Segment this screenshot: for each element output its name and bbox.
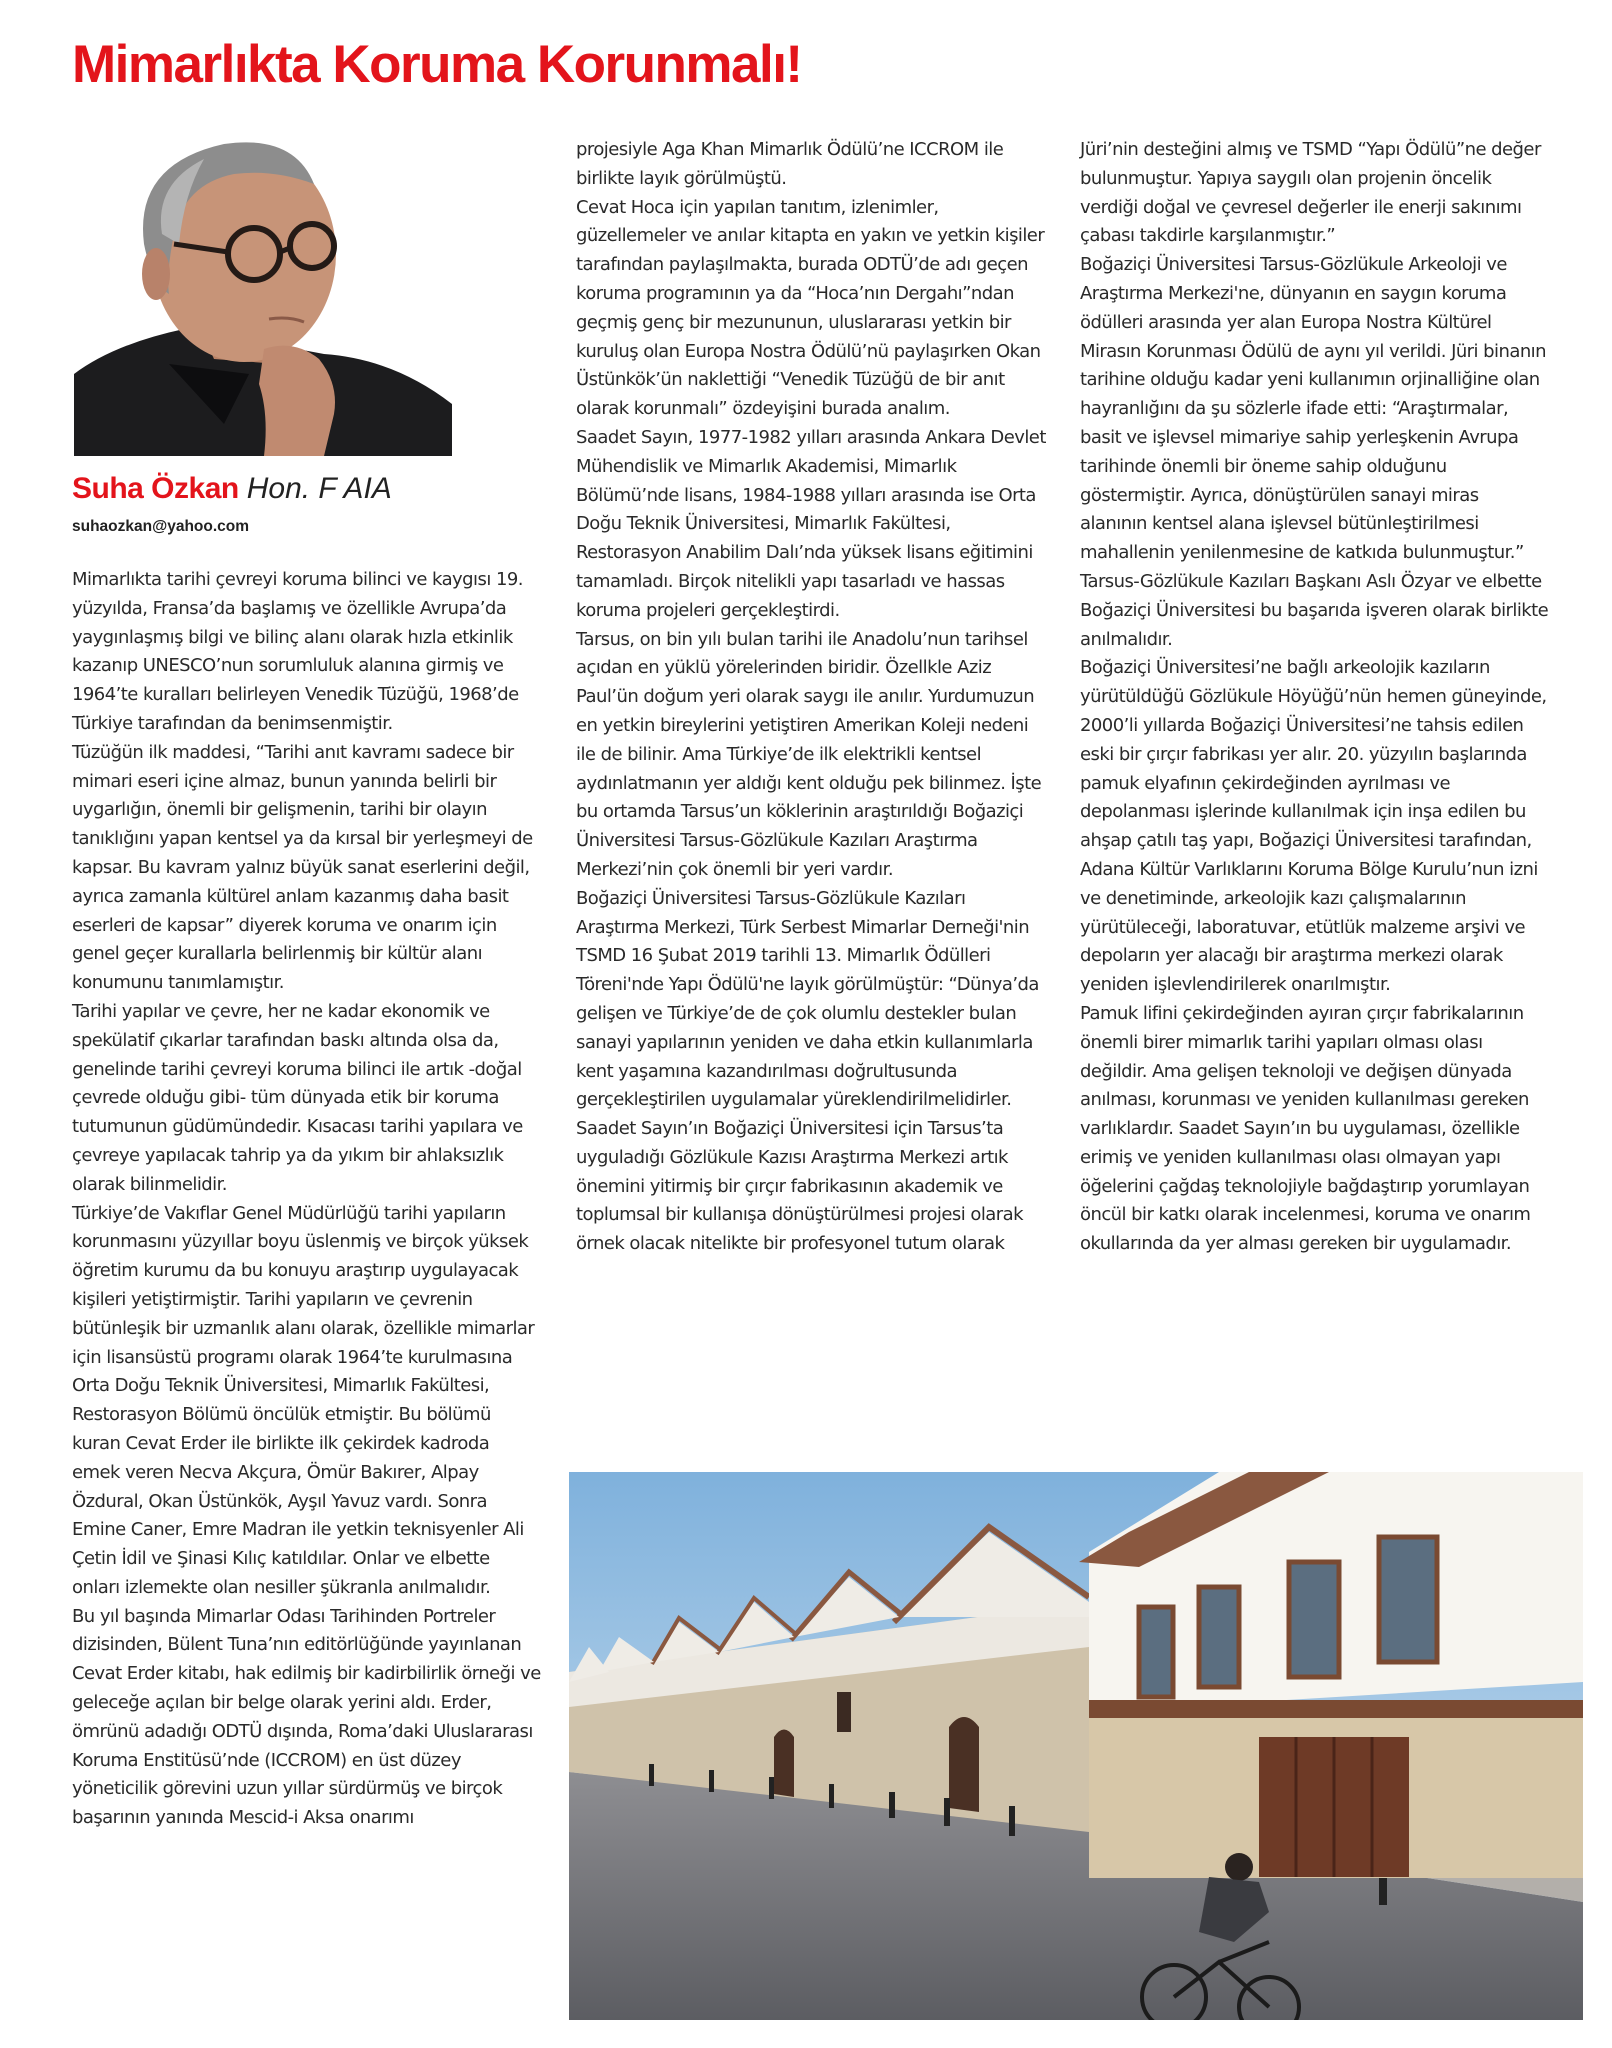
paragraph: Boğaziçi Üniversitesi’ne bağlı arkeolojik kazıların yürütüldüğü Gözlükule Höyüğü’nün hemen güneyinde, 2000’li yıllarda Boğaziçi Üniversitesi’ne tahsis edilen eski bir çırçır fabrikası yer alır. 20. yüzyılın başlarında pamuk elyafının çekirdeğinden ayrılması ve depolanması işlerinde kullanılmak için inşa edilen bu ahşap çatılı taş yapı, Boğaziçi Üniversitesi tarafından, Adana Kültür Varlıklarını Koruma Bölge Kurulu’nun izni ve denetiminde, arkeolojik kazı çalışmalarının yürütüleceği, laboratuvar, etütlük malzeme arşivi ve depoların yer alacağı bir araştırma merkezi olarak yeniden işlevlendirilerek onarılmıştır. — [1080, 657, 1547, 996]
paragraph: projesiyle Aga Khan Mimarlık Ödülü’ne ICCROM ile birlikte layık görülmüştü. — [576, 139, 1004, 189]
paragraph: Tarihi yapılar ve çevre, her ne kadar ekonomik ve spekülatif çıkarlar tarafından baskı altında olsa da, genelinde tarihi çevreyi koruma bilinci ile artık -doğal çevrede olduğu gibi- tüm dünyada etik bir koruma tutumunun güdümündedir. Kısacası tarihi yapılara ve çevreye yapılacak tahrip ya da yıkım bir ahlaksızlık olarak bilinmelidir. — [72, 1000, 523, 1195]
paragraph: Cevat Hoca için yapılan tanıtım, izlenimler, güzellemeler ve anılar kitapta en yakın ve yetkin kişiler tarafından paylaşılmakta, burada ODTÜ’de adı geçen koruma programının ya da “Hoca’nın Dergahı”ndan geçmiş genç bir mezununun, uluslararası yetkin bir kuruluş olan Europa Nostra Ödülü’nü paylaşırken Okan Üstünkök’ün naklettiği “Venedik Tüzüğü de bir anıt olarak korunmalı” özdeyişini burada analım. — [576, 196, 1045, 420]
paragraph: Türkiye’de Vakıflar Genel Müdürlüğü tarihi yapıların korunmasını yüzyıllar boyu üslenmiş ve birçok yüksek öğretim kurumu da bu konuyu araştırıp uygulayacak kişileri yetiştirmiştir. Tarihi yapıların ve çevrenin bütünleşik bir uzmanlık alanı olarak, özellikle mimarlar için lisansüstü programı olarak 1964’te kurulmasına Orta Doğu Teknik Üniversitesi, Mimarlık Fakültesi, Restorasyon Bölümü öncülük etmiştir. Bu bölümü kuran Cevat Erder ile birlikte ilk çekirdek kadroda emek veren Necva Akçura, Ömür Bakırer, Alpay Özdural, Okan Üstünkök, Ayşıl Yavuz vardı. Sonra Emine Caner, Emre Madran ile yetkin teknisyenler Ali Çetin İdil ve Şinasi Kılıç katıldılar. Onlar ve elbette onları izlemekte olan nesiller şükranla anılmalıdır. — [72, 1202, 535, 1598]
paragraph: Saadet Sayın, 1977-1982 yılları arasında Ankara Devlet Mühendislik ve Mimarlık Akademisi, Mimarlık Bölümü’nde lisans, 1984-1988 yılları arasında ise Orta Doğu Teknik Üniversitesi, Mimarlık Fakültesi, Restorasyon Anabilim Dalı’nda yüksek lisans eğitimini tamamladı. Birçok nitelikli yapı tasarladı ve hassas koruma projeleri gerçekleştirdi. — [576, 426, 1046, 621]
author-portrait — [74, 124, 452, 456]
author-email[interactable]: suhaozkan@yahoo.com — [72, 518, 250, 535]
author-credential: Hon. F AIA — [246, 472, 392, 505]
paragraph: Jüri’nin desteğini almış ve TSMD “Yapı Ödülü”ne değer bulunmuştur. Yapıya saygılı olan projenin öncelik verdiği doğal ve çevresel değerler ile enerji sakınımı çabası takdirle karşılanmıştır.” — [1080, 139, 1541, 247]
author-portrait-illustration — [74, 124, 452, 456]
paragraph: Pamuk lifini çekirdeğinden ayıran çırçır fabrikalarının önemli birer mimarlık tarihi yapıları olması olası değildir. Ama gelişen teknoloji ve değişen dünyada anılması, korunması ve yeniden kullanılması gereken varlıklardır. Saadet Sayın’ın bu uygulaması, özellikle erimiş ve yeniden kullanılması olası olmayan yapı öğelerini çağdaş teknolojiyle bağdaştırıp yorumlayan öncül bir katkı olarak incelenmesi, koruma ve onarım okullarında da yer alması gereken bir uygulamadır. — [1080, 1002, 1531, 1255]
street-photo-illustration — [569, 1472, 1583, 2020]
paragraph: Boğaziçi Üniversitesi Tarsus-Gözlükule Arkeoloji ve Araştırma Merkezi'ne, dünyanın en saygın koruma ödülleri arasında yer alan Europa Nostra Kültürel Mirasın Korunması Ödülü de aynı yıl verildi. Jüri binanın tarihine olduğu kadar yeni kullanımın orjinalliğine olan hayranlığını da şu sözlerle ifade etti: “Araştırmalar, basit ve işlevsel mimariye sahip yerleşkenin Avrupa tarihinde önemli bir öneme sahip olduğunu göstermiştir. Ayrıca, dönüştürülen sanayi miras alanının kentsel alana işlevsel bütünleştirilmesi mahallenin yenilenmesine de katkıda bulunmuştur.” Tarsus-Gözlükule Kazıları Başkanı Aslı Özyar ve elbette Boğaziçi Üniversitesi bu başarıda işveren olarak birlikte anılmalıdır. — [1080, 254, 1549, 650]
street-photo — [569, 1472, 1583, 2020]
paragraph: Tüzüğün ilk maddesi, “Tarihi anıt kavramı sadece bir mimari eseri içine almaz, bunun yanında belirli bir uygarlığın, önemli bir gelişmenin, tarihi bir olayın tanıklığını yapan kentsel ya da kırsal bir yerleşmeyi de kapsar. Bu kavram yalnız büyük sanat eserlerini değil, ayrıca zamanla kültürel anlam kazanmış daha basit eserleri de kapsar” diyerek koruma ve onarım için genel geçer kurallarla belirlenmiş bir kültür alanı konumunu tanımlamıştır. — [72, 741, 533, 994]
article-column-2 — [576, 136, 1046, 1259]
article-column-1 — [72, 566, 542, 1833]
paragraph: Tarsus, on bin yılı bulan tarihi ile Anadolu’nun tarihsel açıdan en yüklü yörelerinden biridir. Özellkle Aziz Paul’ün doğum yeri olarak saygı ile anılır. Yurdumuzun en yetkin bireylerini yetiştiren Amerikan Koleji nedeni ile de bilinir. Ama Türkiye’de ilk elektrikli kentsel aydınlatmanın yer aldığı kent olduğu pek bilinmez. İşte bu ortamda Tarsus’un köklerinin araştırıldığı Boğaziçi Üniversitesi Tarsus-Gözlükule Kazıları Araştırma Merkezi’nin çok önemli bir yeri vardır. — [576, 628, 1042, 880]
article-column-3 — [1080, 136, 1550, 1259]
author-name: Suha Özkan — [72, 472, 239, 505]
paragraph: Boğaziçi Üniversitesi Tarsus-Gözlükule Kazıları Araştırma Merkezi, Türk Serbest Mimarlar Derneği'nin TSMD 16 Şubat 2019 tarihli 13. Mimarlık Ödülleri Töreni'nde Yapı Ödülü'ne layık görülmüştür: “Dünya’da gelişen ve Türkiye’de de çok olumlu destekler bulan sanayi yapılarının yeniden ve daha etkin kullanımlarla kent yaşamına kazandırılması doğrultusunda gerçekleştirilen uygulamalar yüreklendirilmelidirler. Saadet Sayın’ın Boğaziçi Üniversitesi için Tarsus’ta uyguladığı Gözlükule Kazısı Araştırma Merkezi artık önemini yitirmiş bir çırçır fabrikasının akademik ve toplumsal bir kullanışa dönüştürülmesi projesi olarak örnek olacak nitelikte bir profesyonel tutum olarak — [576, 887, 1039, 1255]
article-title: Mimarlıkta Koruma Korunmalı! — [72, 35, 802, 94]
paragraph: Mimarlıkta tarihi çevreyi koruma bilinci ve kaygısı 19. yüzyılda, Fransa’da başlamış ve özellikle Avrupa’da yaygınlaşmış bilgi ve bilinç alanı olarak hızla etkinlik kazanıp UNESCO’nun sorumluluk alanına girmiş ve 1964’te kuralları belirleyen Venedik Tüzüğü, 1968’de Türkiye tarafından da benimsenmiştir. — [72, 569, 523, 734]
paragraph: Bu yıl başında Mimarlar Odası Tarihinden Portreler dizisinden, Bülent Tuna’nın editörlüğünde yayınlanan Cevat Erder kitabı, hak edilmiş bir kadirbilirlik örneği ve geleceğe açılan bir belge olarak yerini aldı. Erder, ömrünü adadığı ODTÜ dışında, Roma’daki Uluslararası Koruma Enstitüsü’nde (ICCROM) en üst düzey yöneticilik görevini uzun yıllar sürdürmüş ve birçok başarının yanında Mescid-i Aksa onarımı — [72, 1605, 541, 1829]
author-byline — [72, 472, 392, 506]
